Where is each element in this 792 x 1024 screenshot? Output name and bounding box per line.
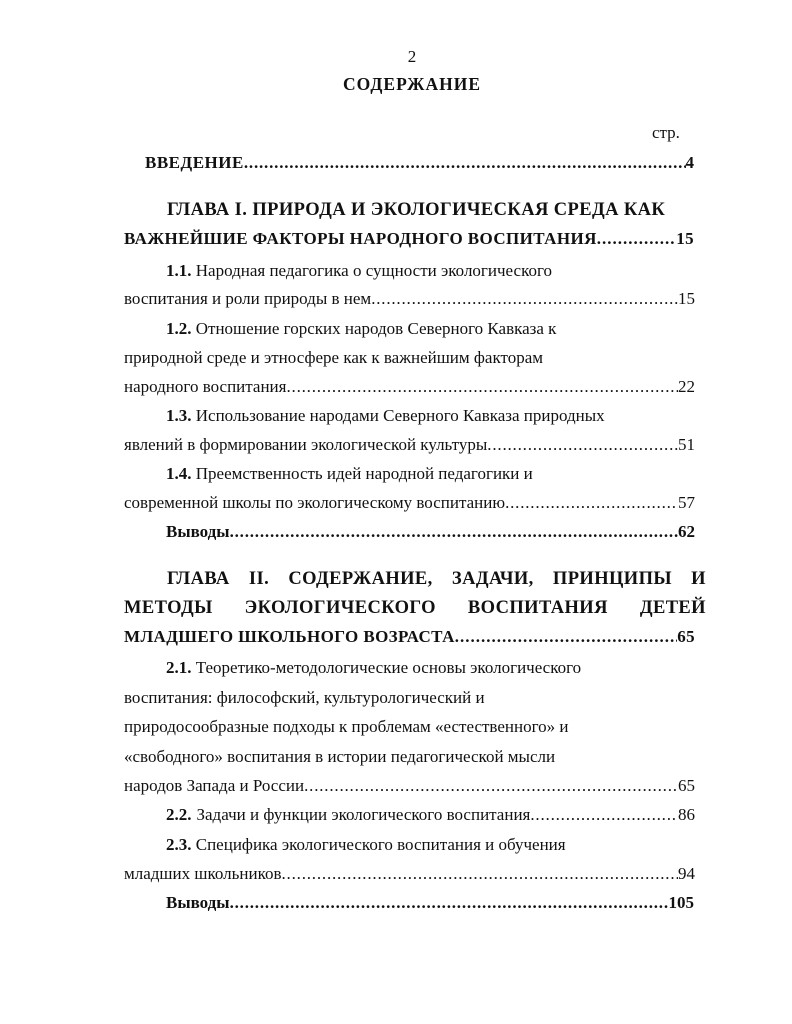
page-column-header: стр. <box>652 123 680 142</box>
leader-dots <box>282 863 679 885</box>
toc-page-number: 57 <box>678 493 695 512</box>
leader-dots <box>455 626 677 648</box>
section-title: Теоретико-методологические основы экологического <box>195 658 582 677</box>
chapter-1-heading: ГЛАВА I. ПРИРОДА И ЭКОЛОГИЧЕСКАЯ СРЕДА КАК <box>167 200 666 220</box>
section-number: 1.2. <box>166 319 192 338</box>
toc-section-1-2-line1[interactable] <box>166 318 556 340</box>
toc-page-number: 65 <box>678 776 695 795</box>
toc-section-1-2-line2: природной среде и этносфере как к важнейшим факторам <box>124 348 544 367</box>
toc-entry-label: ВАЖНЕЙШИЕ ФАКТОРЫ НАРОДНОГО ВОСПИТАНИЯ <box>124 229 597 248</box>
leader-dots <box>230 892 669 914</box>
section-title: Отношение горских народов Северного Кавказа к <box>195 319 557 338</box>
section-title: Задачи и функции экологического воспитания <box>196 805 531 824</box>
toc-conclusions-2[interactable] <box>166 892 694 914</box>
toc-entry-label: Выводы <box>166 893 230 912</box>
leader-dots <box>487 434 678 456</box>
page-number: 2 <box>407 47 417 66</box>
leader-dots <box>597 228 676 250</box>
toc-chapter-1-line2[interactable] <box>124 228 694 250</box>
toc-page-number: 94 <box>678 864 695 883</box>
section-number: 2.2. <box>166 805 192 824</box>
toc-section-1-4-line1[interactable] <box>166 463 533 485</box>
heading-word: СОДЕРЖАНИЕ, <box>288 569 433 589</box>
toc-section-1-3-line1[interactable] <box>166 405 605 427</box>
toc-entry-label: МЛАДШЕГО ШКОЛЬНОГО ВОЗРАСТА <box>124 627 455 646</box>
toc-section-2-3-line2[interactable] <box>124 863 695 885</box>
toc-chapter-2-line1[interactable] <box>167 568 706 590</box>
section-title: Народная педагогика о сущности экологического <box>195 261 553 280</box>
toc-page-number: 22 <box>678 377 695 396</box>
toc-section-2-1-line3: природосообразные подходы к проблемам «естественного» и <box>124 717 569 736</box>
toc-section-2-1-line5[interactable] <box>124 775 695 797</box>
toc-section-1-3-line2[interactable] <box>124 434 695 456</box>
toc-section-2-1-line2: воспитания: философский, культурологический и <box>124 688 485 707</box>
section-title: Преемственность идей народной педагогики и <box>195 464 533 483</box>
toc-section-1-1-line2[interactable] <box>124 288 695 310</box>
toc-conclusions-1[interactable] <box>166 521 695 543</box>
toc-section-1-4-line2[interactable] <box>124 492 695 514</box>
toc-section-2-2[interactable] <box>166 804 695 826</box>
section-title-cont: современной школы по экологическому воспитанию <box>124 493 506 512</box>
heading-word: ВОСПИТАНИЯ <box>467 598 608 618</box>
leader-dots <box>304 775 678 797</box>
section-title: Использование народами Северного Кавказа природных <box>195 406 605 425</box>
section-title-cont: народов Запада и России <box>124 776 305 795</box>
toc-page-number: 15 <box>676 229 694 248</box>
section-title: Специфика экологического воспитания и обучения <box>195 835 566 854</box>
toc-page-number: 4 <box>685 153 694 172</box>
section-title-cont: народного воспитания <box>124 377 287 396</box>
leader-dots <box>286 376 678 398</box>
toc-section-2-1-line4: «свободного» воспитания в истории педагогической мысли <box>124 747 556 766</box>
toc-chapter-1-line1[interactable] <box>167 199 705 221</box>
leader-dots <box>230 521 678 543</box>
section-number: 1.1. <box>166 261 192 280</box>
section-title-cont: явлений в формировании экологической культуры <box>124 435 488 454</box>
section-number: 2.1. <box>166 658 192 677</box>
section-title-cont: младших школьников <box>124 864 282 883</box>
toc-section-2-1-line1[interactable] <box>166 657 581 679</box>
toc-entry-label: Выводы <box>166 522 230 541</box>
heading-word: ЭКОЛОГИЧЕСКОГО <box>244 598 436 618</box>
heading-word: И <box>691 569 706 589</box>
page-title: СОДЕРЖАНИЕ <box>342 74 481 94</box>
leader-dots <box>530 804 678 826</box>
toc-page-number: 86 <box>678 805 695 824</box>
toc-page-number: 51 <box>678 435 695 454</box>
toc-chapter-2-line2[interactable] <box>124 597 706 619</box>
toc-page-number: 62 <box>678 522 695 541</box>
leader-dots <box>371 288 678 310</box>
heading-word: ДЕТЕЙ <box>639 598 706 618</box>
section-number: 1.3. <box>166 406 192 425</box>
toc-entry-introduction[interactable] <box>145 152 694 174</box>
toc-section-1-1-line1[interactable] <box>166 260 552 282</box>
section-number: 1.4. <box>166 464 192 483</box>
heading-word: ЗАДАЧИ, <box>451 569 534 589</box>
toc-page-number: 15 <box>678 289 695 308</box>
leader-dots <box>505 492 678 514</box>
heading-word: МЕТОДЫ <box>124 598 213 618</box>
toc-section-1-2-line3[interactable] <box>124 376 695 398</box>
toc-chapter-2-line3[interactable] <box>124 626 695 648</box>
leader-dots <box>244 152 686 174</box>
heading-word: ГЛАВА <box>167 569 230 589</box>
section-number: 2.3. <box>166 835 192 854</box>
heading-word: II. <box>248 569 270 589</box>
section-title-cont: воспитания и роли природы в нем <box>124 289 372 308</box>
toc-page-number: 105 <box>668 893 694 912</box>
toc-entry-label: ВВЕДЕНИЕ <box>145 153 244 172</box>
heading-word: ПРИНЦИПЫ <box>552 569 672 589</box>
toc-section-2-3-line1[interactable] <box>166 834 566 856</box>
toc-page-number: 65 <box>677 627 695 646</box>
